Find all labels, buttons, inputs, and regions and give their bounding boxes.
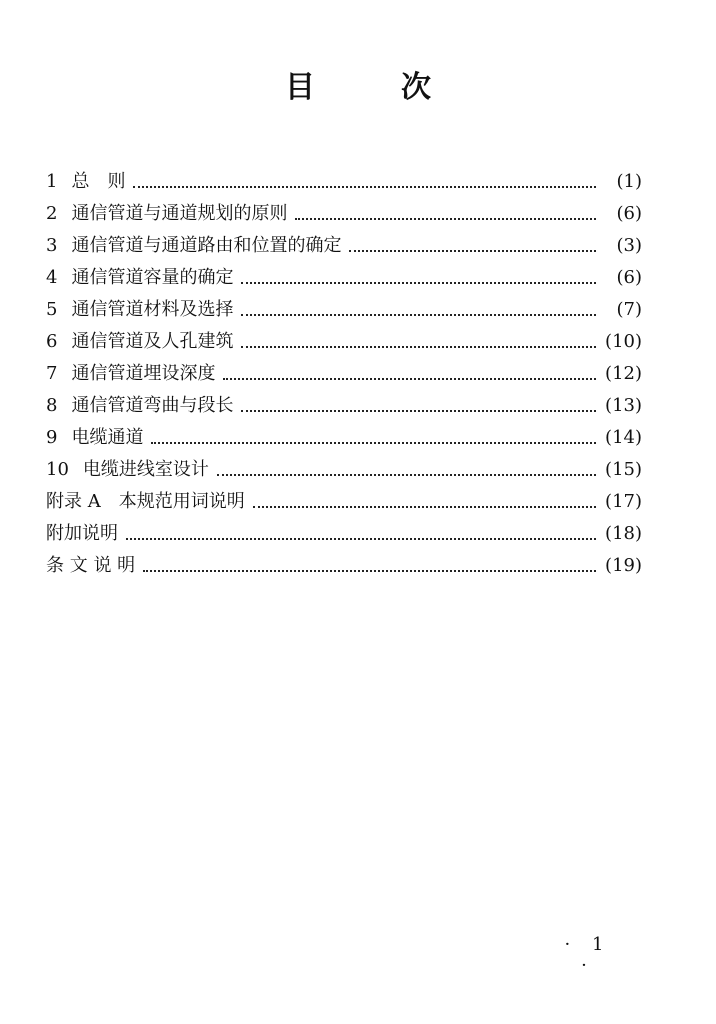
toc-entry-number: 8 bbox=[46, 395, 58, 416]
toc-entry-page: (14) bbox=[605, 427, 642, 448]
toc-entry bbox=[46, 262, 642, 294]
toc-entry bbox=[46, 326, 642, 358]
toc-entry-number: 4 bbox=[46, 267, 58, 288]
toc-entry-number: 1 bbox=[46, 171, 58, 192]
toc-entry-title: 通信管道弯曲与段长 bbox=[71, 395, 234, 416]
toc-entry bbox=[46, 198, 642, 230]
toc-entry-title: 总 则 bbox=[71, 171, 126, 192]
toc-entry bbox=[46, 390, 642, 422]
toc-entry-title: 通信管道及人孔建筑 bbox=[71, 331, 234, 352]
toc-entry-title: 电缆进线室设计 bbox=[82, 459, 209, 480]
table-of-contents bbox=[46, 166, 642, 582]
toc-entry-page: (13) bbox=[605, 395, 642, 416]
dot-leader bbox=[143, 570, 596, 572]
dot-leader bbox=[349, 250, 596, 252]
toc-entry-title: 附录 A 本规范用词说明 bbox=[46, 491, 245, 512]
toc-entry-title: 通信管道材料及选择 bbox=[71, 299, 234, 320]
toc-entry-number: 9 bbox=[46, 427, 58, 448]
toc-entry bbox=[46, 550, 642, 582]
toc-entry bbox=[46, 486, 642, 518]
toc-entry bbox=[46, 422, 642, 454]
dot-leader bbox=[217, 474, 596, 476]
toc-entry-title: 通信管道容量的确定 bbox=[71, 267, 234, 288]
dot-leader bbox=[151, 442, 596, 444]
toc-entry-number: 10 bbox=[46, 459, 69, 480]
toc-entry bbox=[46, 358, 642, 390]
toc-entry-page: (6) bbox=[616, 203, 642, 224]
toc-entry-title: 通信管道与通道路由和位置的确定 bbox=[71, 235, 342, 256]
toc-entry-number: 7 bbox=[46, 363, 58, 384]
dot-leader bbox=[295, 218, 596, 220]
toc-entry-page: (10) bbox=[605, 331, 642, 352]
dot-leader bbox=[223, 378, 596, 380]
toc-entry bbox=[46, 518, 642, 550]
toc-entry-number: 5 bbox=[46, 299, 58, 320]
dot-leader bbox=[133, 186, 596, 188]
dot-leader bbox=[241, 282, 596, 284]
toc-entry bbox=[46, 166, 642, 198]
toc-entry-page: (3) bbox=[616, 235, 642, 256]
toc-entry-page: (17) bbox=[605, 491, 642, 512]
toc-entry-title: 条 文 说 明 bbox=[46, 555, 136, 576]
toc-entry-title: 通信管道与通道规划的原则 bbox=[71, 203, 288, 224]
dot-leader bbox=[253, 506, 596, 508]
toc-entry-title: 电缆通道 bbox=[71, 427, 144, 448]
dot-leader bbox=[241, 346, 596, 348]
toc-entry-page: (1) bbox=[616, 171, 642, 192]
page-number: · 1 · bbox=[564, 934, 612, 976]
toc-entry bbox=[46, 230, 642, 262]
toc-entry-number: 3 bbox=[46, 235, 58, 256]
dot-leader bbox=[126, 538, 596, 540]
toc-entry-page: (12) bbox=[605, 363, 642, 384]
page-title: 目 次 bbox=[285, 70, 459, 105]
toc-entry-number: 2 bbox=[46, 203, 58, 224]
toc-entry-page: (15) bbox=[605, 459, 642, 480]
toc-entry-page: (19) bbox=[605, 555, 642, 576]
toc-entry-number: 6 bbox=[46, 331, 58, 352]
toc-entry-page: (6) bbox=[616, 267, 642, 288]
toc-entry bbox=[46, 454, 642, 486]
toc-entry-page: (18) bbox=[605, 523, 642, 544]
toc-entry-title: 通信管道埋设深度 bbox=[71, 363, 216, 384]
dot-leader bbox=[241, 314, 596, 316]
toc-entry bbox=[46, 294, 642, 326]
toc-entry-title: 附加说明 bbox=[46, 523, 118, 544]
dot-leader bbox=[241, 410, 596, 412]
toc-entry-page: (7) bbox=[616, 299, 642, 320]
